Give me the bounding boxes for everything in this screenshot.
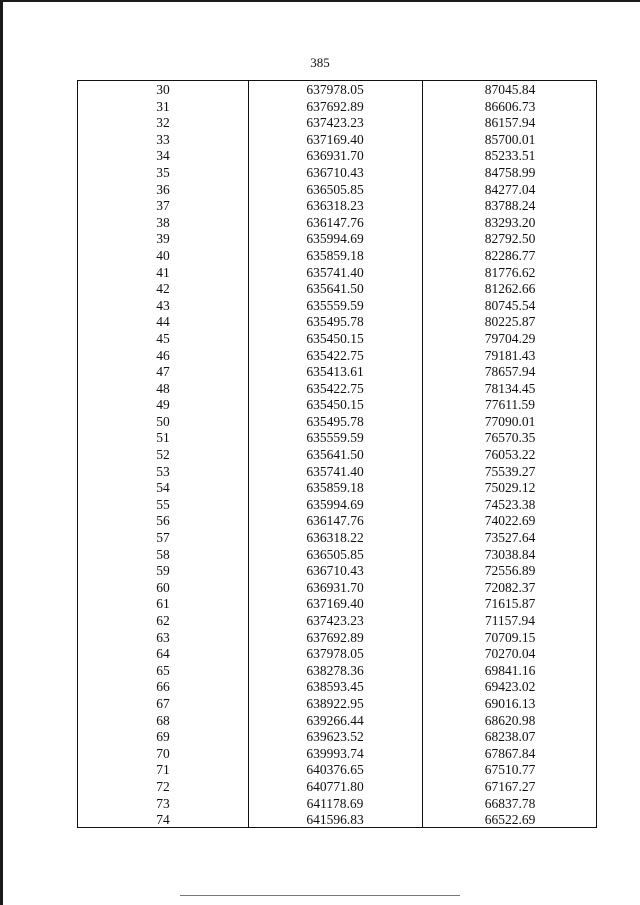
- y-coordinate: 74523.38: [484, 496, 536, 512]
- point-number: 33: [156, 131, 170, 147]
- x-coordinate: 635495.78: [306, 413, 364, 429]
- x-coordinate: 635559.59: [306, 297, 364, 313]
- y-coordinate: 69016.13: [484, 695, 536, 711]
- point-number: 60: [156, 579, 170, 595]
- x-coordinate: 636931.70: [306, 148, 364, 164]
- table-row: [78, 331, 596, 348]
- y-coordinate: 80225.87: [484, 314, 536, 330]
- y-coordinate: 76570.35: [484, 430, 536, 446]
- table-row: [78, 563, 596, 580]
- x-coordinate: 637978.05: [306, 82, 364, 97]
- y-coordinate: 81776.62: [484, 264, 536, 280]
- table-row: [78, 182, 596, 199]
- x-coordinate: 636505.85: [306, 546, 364, 562]
- point-number: 36: [156, 181, 170, 197]
- x-coordinate: 635450.15: [306, 330, 364, 346]
- table-row: [78, 663, 596, 680]
- y-coordinate: 71157.94: [484, 613, 536, 628]
- y-coordinate: 71615.87: [484, 596, 536, 612]
- y-coordinate: 69423.02: [484, 679, 536, 695]
- x-coordinate: 637423.23: [306, 115, 364, 131]
- point-number: 46: [156, 347, 170, 363]
- point-number: 61: [156, 596, 170, 612]
- point-number: 67: [156, 695, 170, 711]
- y-coordinate: 85233.51: [484, 148, 536, 164]
- table-row: [78, 298, 596, 315]
- table-row: [78, 530, 596, 547]
- table-row: [78, 613, 596, 630]
- y-coordinate: 72556.89: [484, 563, 536, 579]
- table-row: [78, 364, 596, 381]
- page-bottom-rule: [180, 895, 460, 896]
- table-row: [78, 265, 596, 282]
- x-coordinate: 635741.40: [306, 463, 364, 479]
- x-coordinate: 635422.75: [306, 380, 364, 396]
- y-coordinate: 87045.84: [484, 82, 536, 97]
- x-coordinate: 639993.74: [306, 745, 364, 761]
- x-coordinate: 635859.18: [306, 480, 364, 496]
- y-coordinate: 73038.84: [484, 546, 536, 562]
- point-number: 55: [156, 496, 170, 512]
- point-number: 51: [156, 430, 170, 446]
- scan-edge-left: [0, 0, 3, 905]
- x-coordinate: 636147.76: [306, 214, 364, 230]
- table-row: [78, 447, 596, 464]
- x-coordinate: 635994.69: [306, 496, 364, 512]
- x-coordinate: 635450.15: [306, 397, 364, 413]
- table-row: [78, 762, 596, 779]
- y-coordinate: 84277.04: [484, 181, 536, 197]
- point-number: 34: [156, 148, 170, 164]
- x-coordinate: 636147.76: [306, 513, 364, 529]
- y-coordinate: 82792.50: [484, 231, 536, 247]
- point-number: 43: [156, 297, 170, 313]
- x-coordinate: 637169.40: [306, 596, 364, 612]
- table-row: [78, 165, 596, 182]
- x-coordinate: 635422.75: [306, 347, 364, 363]
- y-coordinate: 66837.78: [484, 795, 536, 811]
- table-row: [78, 679, 596, 696]
- point-number: 47: [156, 364, 170, 380]
- x-coordinate: 635413.61: [306, 364, 364, 380]
- point-number: 50: [156, 413, 170, 429]
- y-coordinate: 75029.12: [484, 480, 536, 496]
- point-number: 68: [156, 712, 170, 728]
- table-row: [78, 812, 596, 829]
- x-coordinate: 637692.89: [306, 629, 364, 645]
- table-row: [78, 397, 596, 414]
- x-coordinate: 636931.70: [306, 579, 364, 595]
- point-number: 38: [156, 214, 170, 230]
- table-row: [78, 231, 596, 248]
- table-row: [78, 580, 596, 597]
- y-coordinate: 67167.27: [484, 778, 536, 794]
- point-number: 65: [156, 662, 170, 678]
- x-coordinate: 637978.05: [306, 646, 364, 662]
- point-number: 70: [156, 745, 170, 761]
- x-coordinate: 637692.89: [306, 98, 364, 114]
- y-coordinate: 84758.99: [484, 164, 536, 180]
- y-coordinate: 74022.69: [484, 513, 536, 529]
- table-row: [78, 464, 596, 481]
- y-coordinate: 82286.77: [484, 247, 536, 263]
- y-coordinate: 80745.54: [484, 297, 536, 313]
- y-coordinate: 76053.22: [484, 447, 536, 463]
- x-coordinate: 635641.50: [306, 447, 364, 463]
- y-coordinate: 66522.69: [484, 812, 536, 828]
- table-row: [78, 696, 596, 713]
- y-coordinate: 67867.84: [484, 745, 536, 761]
- table-row: [78, 729, 596, 746]
- y-coordinate: 73527.64: [484, 530, 536, 546]
- point-number: 44: [156, 314, 170, 330]
- point-number: 42: [156, 281, 170, 297]
- table-row: [78, 281, 596, 298]
- y-coordinate: 81262.66: [484, 281, 536, 297]
- x-coordinate: 636318.23: [306, 198, 364, 214]
- y-coordinate: 68238.07: [484, 729, 536, 745]
- table-row: [78, 646, 596, 663]
- point-number: 58: [156, 546, 170, 562]
- x-coordinate: 636710.43: [306, 563, 364, 579]
- table-row: [78, 348, 596, 365]
- y-coordinate: 77090.01: [484, 413, 536, 429]
- table-row: [78, 796, 596, 813]
- table-row: [78, 215, 596, 232]
- point-number: 62: [156, 613, 170, 628]
- coordinates-table: [77, 80, 597, 828]
- point-number: 57: [156, 530, 170, 546]
- point-number: 37: [156, 198, 170, 214]
- table-row: [78, 596, 596, 613]
- table-row: [78, 381, 596, 398]
- point-number: 64: [156, 646, 170, 662]
- point-number: 69: [156, 729, 170, 745]
- y-coordinate: 78134.45: [484, 380, 536, 396]
- table-row: [78, 497, 596, 514]
- point-number: 71: [156, 762, 170, 778]
- table-row: [78, 115, 596, 132]
- x-coordinate: 641178.69: [306, 795, 364, 811]
- table-row: [78, 630, 596, 647]
- y-coordinate: 78657.94: [484, 364, 536, 380]
- x-coordinate: 638922.95: [306, 695, 364, 711]
- x-coordinate: 636318.22: [306, 530, 364, 546]
- y-coordinate: 67510.77: [484, 762, 536, 778]
- point-number: 54: [156, 480, 170, 496]
- x-coordinate: 635495.78: [306, 314, 364, 330]
- x-coordinate: 635859.18: [306, 247, 364, 263]
- point-number: 40: [156, 247, 170, 263]
- point-number: 53: [156, 463, 170, 479]
- x-coordinate: 635641.50: [306, 281, 364, 297]
- x-coordinate: 635559.59: [306, 430, 364, 446]
- point-number: 49: [156, 397, 170, 413]
- y-coordinate: 69841.16: [484, 662, 536, 678]
- y-coordinate: 77611.59: [484, 397, 536, 413]
- x-coordinate: 637423.23: [306, 613, 364, 628]
- table-body: [78, 82, 596, 829]
- table-row: [78, 713, 596, 730]
- point-number: 66: [156, 679, 170, 695]
- point-number: 72: [156, 778, 170, 794]
- y-coordinate: 79704.29: [484, 330, 536, 346]
- y-coordinate: 72082.37: [484, 579, 536, 595]
- table-row: [78, 314, 596, 331]
- point-number: 45: [156, 330, 170, 346]
- page-number: 385: [310, 55, 330, 70]
- y-coordinate: 86606.73: [484, 98, 536, 114]
- x-coordinate: 640376.65: [306, 762, 364, 778]
- x-coordinate: 639266.44: [306, 712, 364, 728]
- table-row: [78, 132, 596, 149]
- point-number: 39: [156, 231, 170, 247]
- table-row: [78, 414, 596, 431]
- point-number: 35: [156, 164, 170, 180]
- table-row: [78, 746, 596, 763]
- point-number: 31: [156, 98, 170, 114]
- table-row: [78, 198, 596, 215]
- table-row: [78, 480, 596, 497]
- y-coordinate: 83293.20: [484, 214, 536, 230]
- x-coordinate: 640771.80: [306, 778, 364, 794]
- x-coordinate: 641596.83: [306, 812, 364, 828]
- x-coordinate: 635741.40: [306, 264, 364, 280]
- x-coordinate: 636505.85: [306, 181, 364, 197]
- x-coordinate: 637169.40: [306, 131, 364, 147]
- table-row: [78, 248, 596, 265]
- y-coordinate: 70709.15: [484, 629, 536, 645]
- y-coordinate: 68620.98: [484, 712, 536, 728]
- table-row: [78, 513, 596, 530]
- y-coordinate: 83788.24: [484, 198, 536, 214]
- point-number: 56: [156, 513, 170, 529]
- scan-edge-top: [0, 0, 640, 2]
- table-row: [78, 148, 596, 165]
- point-number: 63: [156, 629, 170, 645]
- point-number: 59: [156, 563, 170, 579]
- x-coordinate: 635994.69: [306, 231, 364, 247]
- point-number: 74: [156, 812, 170, 828]
- table-row: [78, 99, 596, 116]
- point-number: 48: [156, 380, 170, 396]
- point-number: 41: [156, 264, 170, 280]
- table-row: [78, 430, 596, 447]
- y-coordinate: 85700.01: [484, 131, 536, 147]
- point-number: 32: [156, 115, 170, 131]
- table-row: [78, 779, 596, 796]
- y-coordinate: 70270.04: [484, 646, 536, 662]
- y-coordinate: 75539.27: [484, 463, 536, 479]
- point-number: 52: [156, 447, 170, 463]
- x-coordinate: 638593.45: [306, 679, 364, 695]
- point-number: 30: [156, 82, 170, 97]
- y-coordinate: 79181.43: [484, 347, 536, 363]
- table-row: [78, 82, 596, 99]
- x-coordinate: 636710.43: [306, 164, 364, 180]
- x-coordinate: 638278.36: [306, 662, 364, 678]
- point-number: 73: [156, 795, 170, 811]
- y-coordinate: 86157.94: [484, 115, 536, 131]
- table-row: [78, 547, 596, 564]
- x-coordinate: 639623.52: [306, 729, 364, 745]
